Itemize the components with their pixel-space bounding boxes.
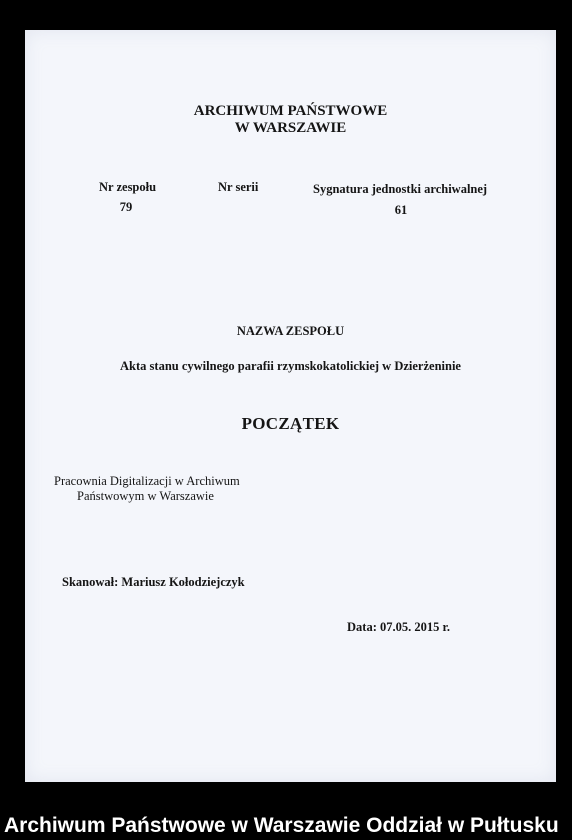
sygnatura-label: Sygnatura jednostki archiwalnej bbox=[313, 182, 488, 196]
nazwa-zespolu-value: Akta stanu cywilnego parafii rzymskokatolickiej w Dzierżeninie bbox=[120, 359, 461, 373]
workshop-line-1: Pracownia Digitalizacji w Archiwum bbox=[54, 474, 240, 488]
sygnatura-value: 61 bbox=[394, 203, 408, 217]
archive-name-line-1: ARCHIWUM PAŃSTWOWE bbox=[193, 103, 388, 119]
marker-title: POCZĄTEK bbox=[241, 414, 340, 433]
nr-zespolu-value: 79 bbox=[119, 200, 133, 214]
footer-banner bbox=[0, 812, 572, 840]
nazwa-zespolu-label: NAZWA ZESPOŁU bbox=[236, 324, 345, 338]
footer-text: Archiwum Państwowe w Warszawie Oddział w Pułtusku bbox=[4, 814, 559, 837]
scanned-by: Skanował: Mariusz Kołodziejczyk bbox=[62, 575, 245, 589]
archive-name-line-2: W WARSZAWIE bbox=[234, 120, 347, 136]
nr-serii-label: Nr serii bbox=[218, 180, 259, 194]
scan-date: Data: 07.05. 2015 r. bbox=[347, 620, 451, 634]
document-page bbox=[25, 30, 556, 782]
workshop-line-2: Państwowym w Warszawie bbox=[77, 489, 214, 503]
nr-zespolu-label: Nr zespołu bbox=[99, 180, 157, 194]
